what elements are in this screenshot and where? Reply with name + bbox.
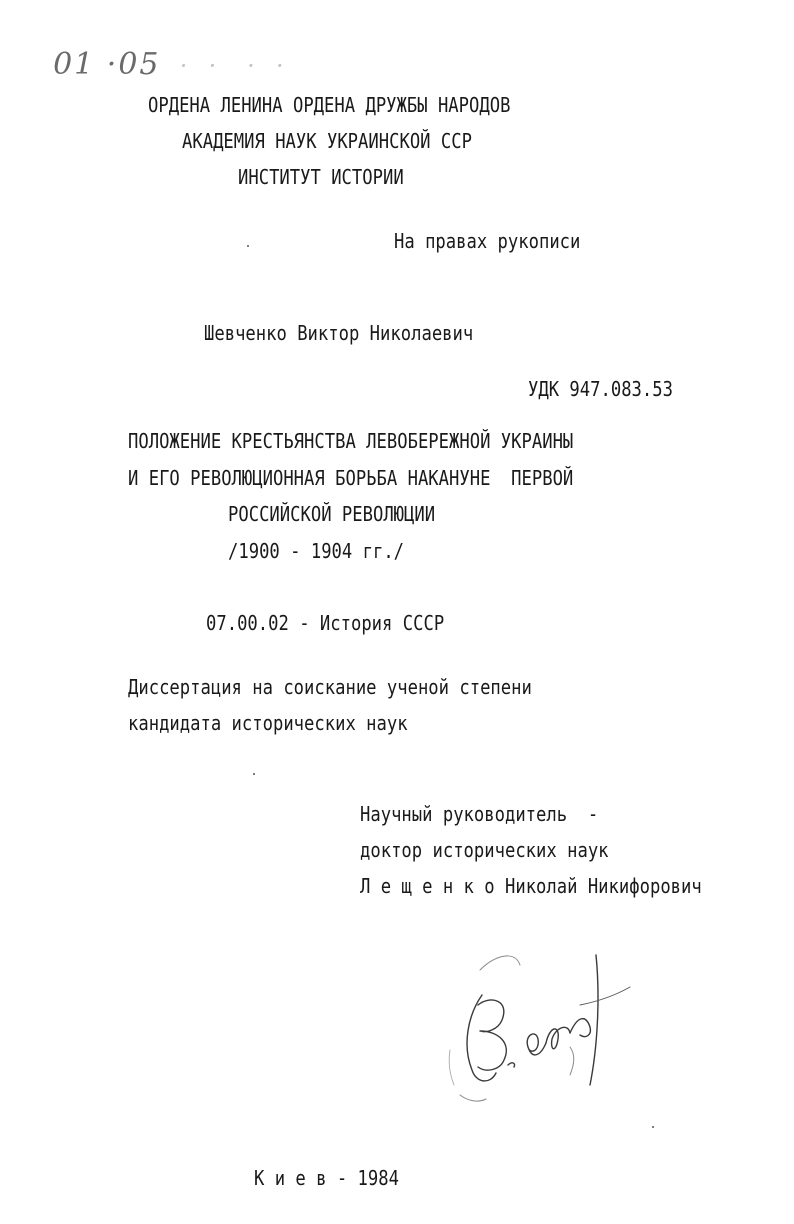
title-line-1: ПОЛОЖЕНИЕ КРЕСТЬЯНСТВА ЛЕВОБЕРЕЖНОЙ УКРАИНЫ (128, 429, 574, 453)
title-line-2: И ЕГО РЕВОЛЮЦИОННАЯ БОРЬБА НАКАНУНЕ ПЕРВОЙ (128, 466, 574, 490)
paper-speck (652, 1126, 654, 1128)
institution-line-2: АКАДЕМИЯ НАУК УКРАИНСКОЙ ССР (182, 129, 472, 153)
degree-line-2: кандидата исторических наук (128, 711, 408, 735)
institution-line-1: ОРДЕНА ЛЕНИНА ОРДЕНА ДРУЖБЫ НАРОДОВ (148, 93, 511, 117)
city-name: К и е в (254, 1166, 327, 1190)
supervisor-name (360, 874, 702, 898)
place-and-year (254, 1166, 399, 1190)
manuscript-rights: На правах рукописи (394, 229, 581, 253)
specialty-code: 07.00.02 - История СССР (206, 611, 445, 635)
supervisor-degree: доктор исторических наук (360, 838, 609, 862)
degree-line-1: Диссертация на соискание ученой степени (128, 675, 532, 699)
title-line-3: РОССИЙСКОЙ РЕВОЛЮЦИИ (228, 502, 436, 526)
archive-mark-dark: 01 ·05 (53, 47, 161, 82)
title-years: /1900 - 1904 гг./ (228, 539, 405, 563)
udc-code: УДК 947.083.53 (528, 377, 673, 401)
paper-speck (247, 245, 249, 247)
supervisor-signature (420, 935, 640, 1115)
institution-line-3: ИНСТИТУТ ИСТОРИИ (238, 165, 404, 189)
supervisor-surname: Л е щ е н к о (360, 874, 495, 898)
archive-pencil-mark (30, 12, 286, 82)
supervisor-role: Научный руководитель - (360, 802, 599, 826)
paper-speck (253, 773, 255, 775)
supervisor-given-names: Николай Никифорович (494, 874, 702, 898)
author-name: Шевченко Виктор Николаевич (204, 321, 474, 345)
year: - 1984 (326, 1166, 399, 1190)
archive-mark-faint: · · · · (160, 52, 286, 80)
